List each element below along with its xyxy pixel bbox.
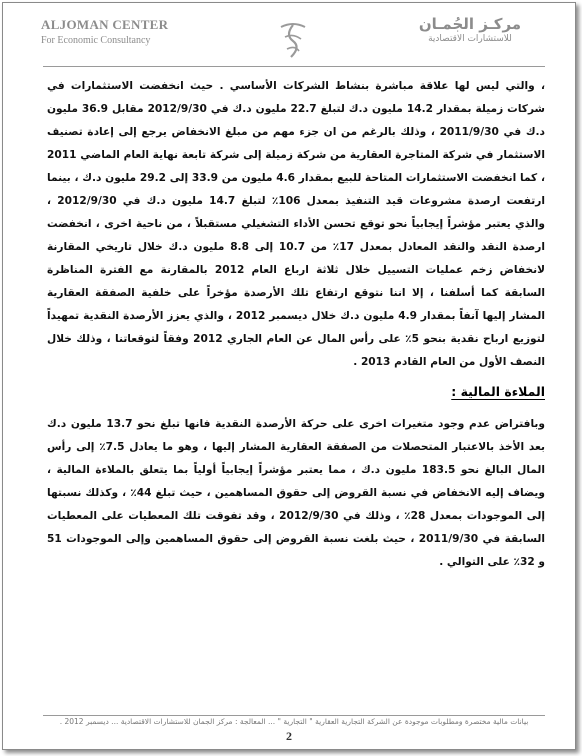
logo-icon [275, 21, 311, 61]
company-name-arabic: مركـز الجُمـان [418, 15, 522, 33]
section-heading-solvency: الملاءة المالية : [451, 384, 545, 399]
header-arabic [405, 15, 535, 44]
company-tagline-arabic: للاستشارات الاقتصادية [428, 34, 512, 44]
document-page [2, 2, 576, 750]
body-paragraph-2: وبافتراض عدم وجود متغيرات اخرى على حركة الأرصدة النقدية فانها تبلغ نحو 13.7 مليون د.ك بعد الأخذ بالاعتبار المتحصلات من الصفقة العقارية المشار إليها ، وهو ما يعادل 7.5٪ إلى رأس المال البالغ نحو 183.5 مليون د.ك ، مما يعتبر مؤشراً إيجابياً أولياً بما يتعلق بالملاءة المالية ، ويضاف إليه الانخفاض في نسبة القروض إلى حقوق المساهمين ، حيث تبلغ 44٪ ، وكذلك نسبتها إلى الموجودات بمعدل 28٪ ، وذلك في 2012/9/30 ، وقد تفوقت تلك المعطيات على المعطيات السابقة في 2011/9/30 ، حيث بلغت نسبة القروض إلى حقوق المساهمين وإلى الموجودات 51 و 32٪ على التوالي . [47, 418, 546, 568]
footer-divider [43, 715, 545, 716]
footer-source-note: بيانات مالية مختصرة ومطلوبات موجودة عن الشركة التجارية العقارية " التجارية " ... المعالجة : مركز الجمان للاستشارات الاقتصادية ... ديسمبر 2012 . [59, 717, 529, 726]
header-english [41, 17, 201, 46]
body-paragraph-1: ، والتي ليس لها علاقة مباشرة بنشاط الشركات الأساسي . حيث انخفضت الاستثمارات في شركات زميلة بمقدار 14.2 مليون د.ك لتبلغ 22.7 مليون د.ك في 2012/9/30 مقابل 36.9 مليون د.ك في 2011/9/30 ، وذلك بالرغم من ان جزء مهم من مبلغ الانخفاض يرجع إلى إعادة تصنيف الاستثمار في شركة المتاجرة العقارية من شركة زميلة إلى شركة تابعة نهاية العام الماضي 2011 ، كما انخفضت الاستثمارات المتاحة للبيع بمقدار 4.6 مليون من 33.9 إلى 29.2 مليون د.ك ، بينما ارتفعت ارصدة مشروعات قيد التنفيذ بمعدل 106٪ لتبلغ 14.7 مليون د.ك في 2012/9/30 ، والذي يعتبر مؤشراً إيجابياً نحو توقع تحسن الأداء التشغيلي مستقبلاً ، من ناحية اخرى ، انخفضت ارصدة النقد والنقد المعادل بمعدل 17٪ من 10.7 إلى 8.8 مليون د.ك خلال تاريخي المقارنة لانخفاض زخم عمليات التسييل خلال ثلاثة ارباع العام 2012 بالمقارنة مع الفترة المناظرة السابقة كما أسلفنا ، إلا اننا نتوقع ارتفاع تلك الأرصدة مؤخراً على خلفية الصفقة العقارية المشار إليها آنفاً بمقدار 4.9 مليون د.ك خلال ديسمبر 2012 ، والذي يعزز الأرصدة النقدية تمهيداً لتوزيع ارباح نقدية بنحو 5٪ على رأس المال عن العام الجاري 2012 وفقاً لتوقعاتنا ، وذلك خلال النصف الأول من العام القادم 2013 . [47, 80, 545, 368]
header-divider [43, 66, 545, 67]
document-body [47, 75, 545, 574]
company-name-english: ALJOMAN CENTER [41, 17, 169, 32]
company-tagline-english: For Economic Consultancy [41, 35, 151, 46]
page-number: 2 [286, 729, 292, 743]
